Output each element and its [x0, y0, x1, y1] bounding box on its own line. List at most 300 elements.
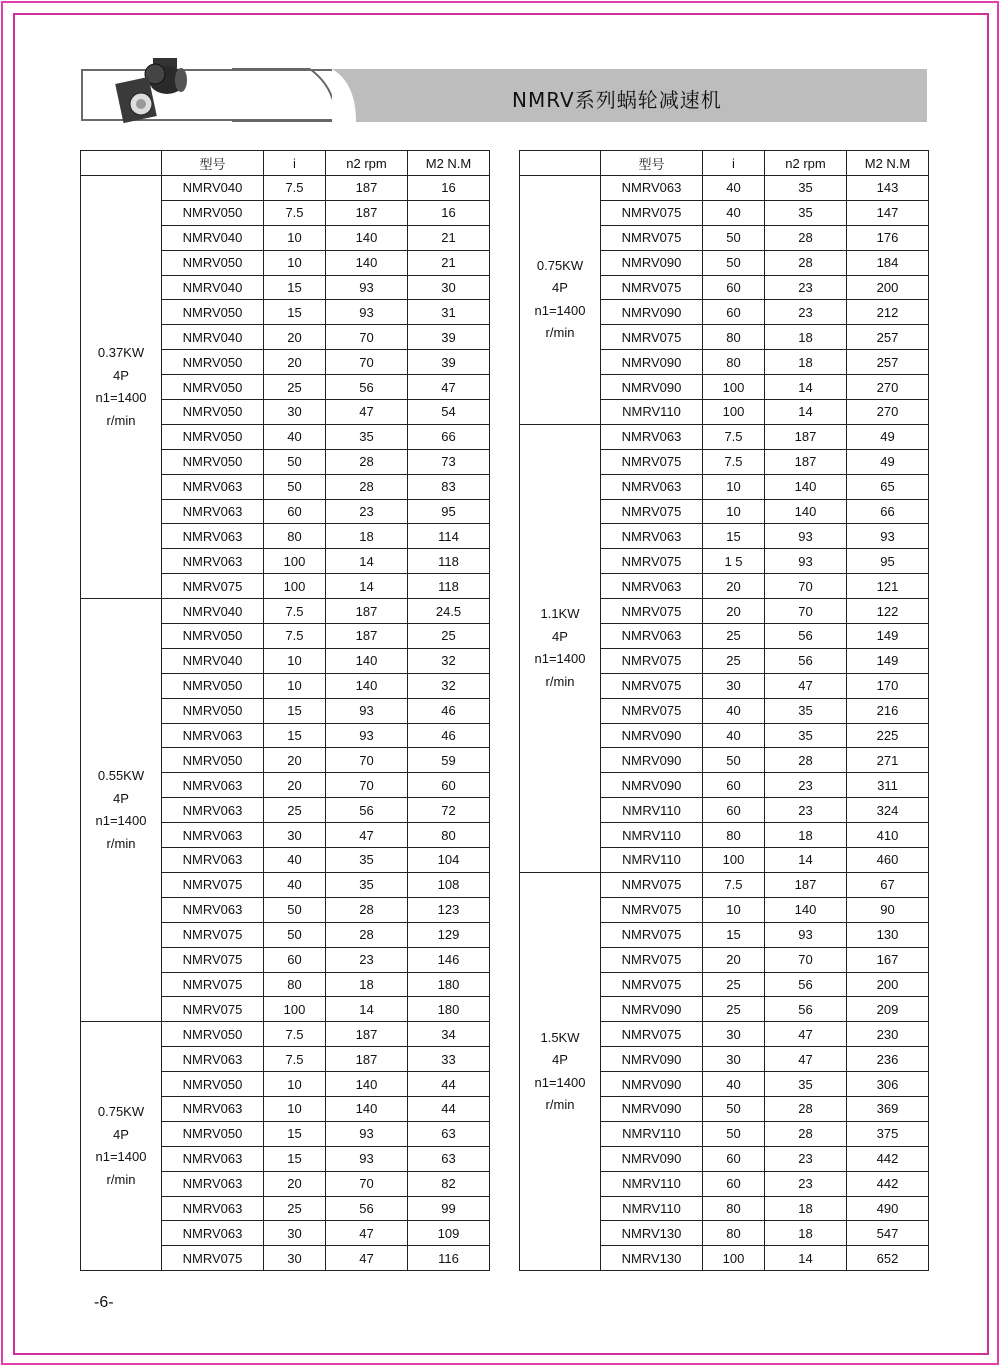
cell-model: NMRV075 — [162, 922, 264, 947]
cell-output-speed: 56 — [326, 1196, 408, 1221]
cell-output-speed: 23 — [765, 798, 847, 823]
cell-torque: 442 — [847, 1171, 929, 1196]
cell-ratio: 25 — [264, 375, 326, 400]
cell-model: NMRV050 — [162, 375, 264, 400]
cell-output-speed: 18 — [765, 1221, 847, 1246]
header-model: 型号 — [162, 151, 264, 176]
group-unit: r/min — [545, 1097, 575, 1113]
group-power: 0.75KW — [536, 257, 584, 273]
motor-group-label — [81, 599, 162, 1022]
cell-model: NMRV090 — [601, 1146, 703, 1171]
cell-output-speed: 56 — [765, 624, 847, 649]
cell-ratio: 80 — [264, 972, 326, 997]
cell-model: NMRV063 — [601, 176, 703, 201]
cell-output-speed: 140 — [765, 474, 847, 499]
group-poles: 4P — [552, 280, 568, 296]
cell-ratio: 15 — [703, 524, 765, 549]
cell-torque: 369 — [847, 1096, 929, 1121]
cell-torque: 39 — [408, 325, 490, 350]
cell-output-speed: 140 — [326, 225, 408, 250]
cell-ratio: 7.5 — [264, 624, 326, 649]
cell-model: NMRV040 — [162, 325, 264, 350]
cell-model: NMRV110 — [601, 1196, 703, 1221]
cell-ratio: 20 — [264, 773, 326, 798]
table-header-row — [520, 151, 929, 176]
cell-output-speed: 93 — [326, 1121, 408, 1146]
cell-model: NMRV050 — [162, 424, 264, 449]
cell-ratio: 7.5 — [703, 449, 765, 474]
group-input-speed: n1=1400 — [95, 1149, 147, 1165]
cell-torque: 143 — [847, 176, 929, 201]
cell-output-speed: 70 — [765, 947, 847, 972]
cell-model: NMRV063 — [601, 474, 703, 499]
group-input-speed: n1=1400 — [534, 1074, 586, 1090]
cell-torque: 66 — [847, 499, 929, 524]
cell-output-speed: 70 — [765, 599, 847, 624]
cell-output-speed: 18 — [326, 972, 408, 997]
cell-model: NMRV063 — [162, 1196, 264, 1221]
cell-model: NMRV090 — [601, 250, 703, 275]
cell-ratio: 60 — [703, 773, 765, 798]
cell-output-speed: 47 — [326, 1246, 408, 1271]
cell-model: NMRV075 — [162, 872, 264, 897]
cell-model: NMRV063 — [162, 524, 264, 549]
motor-group-label — [520, 176, 601, 425]
cell-torque: 118 — [408, 549, 490, 574]
cell-model: NMRV075 — [601, 449, 703, 474]
cell-ratio: 50 — [703, 748, 765, 773]
cell-model: NMRV110 — [601, 823, 703, 848]
cell-torque: 216 — [847, 698, 929, 723]
cell-torque: 90 — [847, 897, 929, 922]
cell-output-speed: 187 — [326, 200, 408, 225]
cell-torque: 180 — [408, 972, 490, 997]
table-header-row — [81, 151, 490, 176]
cell-ratio: 25 — [264, 1196, 326, 1221]
cell-torque: 32 — [408, 648, 490, 673]
cell-torque: 73 — [408, 449, 490, 474]
cell-ratio: 20 — [264, 1171, 326, 1196]
cell-torque: 46 — [408, 698, 490, 723]
cell-torque: 67 — [847, 872, 929, 897]
cell-ratio: 100 — [703, 1246, 765, 1271]
page-title: NMRV系列蜗轮减速机 — [512, 88, 722, 112]
cell-torque: 123 — [408, 897, 490, 922]
cell-torque: 121 — [847, 574, 929, 599]
cell-model: NMRV075 — [162, 574, 264, 599]
cell-ratio: 15 — [264, 1146, 326, 1171]
cell-ratio: 100 — [264, 549, 326, 574]
cell-torque: 109 — [408, 1221, 490, 1246]
cell-model: NMRV050 — [162, 624, 264, 649]
cell-ratio: 60 — [703, 798, 765, 823]
cell-model: NMRV130 — [601, 1221, 703, 1246]
cell-ratio: 50 — [703, 1121, 765, 1146]
cell-model: NMRV075 — [601, 549, 703, 574]
cell-torque: 170 — [847, 673, 929, 698]
group-poles: 4P — [552, 1052, 568, 1068]
cell-output-speed: 187 — [765, 872, 847, 897]
group-input-speed: n1=1400 — [534, 651, 586, 667]
cell-torque: 200 — [847, 972, 929, 997]
cell-model: NMRV063 — [162, 1047, 264, 1072]
cell-model: NMRV075 — [601, 972, 703, 997]
cell-model: NMRV110 — [601, 848, 703, 873]
cell-ratio: 25 — [703, 648, 765, 673]
cell-model: NMRV063 — [162, 823, 264, 848]
cell-output-speed: 28 — [765, 1096, 847, 1121]
cell-model: NMRV090 — [601, 748, 703, 773]
cell-ratio: 30 — [703, 1022, 765, 1047]
cell-model: NMRV090 — [601, 1096, 703, 1121]
cell-output-speed: 187 — [326, 599, 408, 624]
table-row — [81, 176, 490, 201]
cell-torque: 410 — [847, 823, 929, 848]
cell-model: NMRV063 — [601, 574, 703, 599]
table-row — [520, 872, 929, 897]
cell-model: NMRV075 — [601, 200, 703, 225]
cell-model: NMRV050 — [162, 400, 264, 425]
cell-model: NMRV050 — [162, 300, 264, 325]
cell-torque: 116 — [408, 1246, 490, 1271]
cell-torque: 80 — [408, 823, 490, 848]
cell-output-speed: 14 — [326, 997, 408, 1022]
cell-ratio: 60 — [703, 300, 765, 325]
cell-ratio: 7.5 — [264, 1047, 326, 1072]
group-power: 0.55KW — [97, 768, 145, 784]
cell-model: NMRV075 — [601, 872, 703, 897]
cell-torque: 271 — [847, 748, 929, 773]
cell-torque: 652 — [847, 1246, 929, 1271]
cell-torque: 324 — [847, 798, 929, 823]
group-input-speed: n1=1400 — [95, 390, 147, 406]
table-row — [81, 1022, 490, 1047]
cell-ratio: 10 — [264, 250, 326, 275]
cell-torque: 44 — [408, 1072, 490, 1097]
cell-torque: 176 — [847, 225, 929, 250]
cell-torque: 25 — [408, 624, 490, 649]
cell-model: NMRV050 — [162, 698, 264, 723]
group-power: 0.37KW — [97, 345, 145, 361]
cell-ratio: 10 — [264, 1096, 326, 1121]
cell-ratio: 15 — [264, 1121, 326, 1146]
cell-torque: 200 — [847, 275, 929, 300]
cell-torque: 236 — [847, 1047, 929, 1072]
cell-ratio: 30 — [703, 1047, 765, 1072]
cell-ratio: 7.5 — [264, 599, 326, 624]
cell-output-speed: 140 — [765, 897, 847, 922]
cell-model: NMRV090 — [601, 1047, 703, 1072]
cell-torque: 230 — [847, 1022, 929, 1047]
cell-ratio: 60 — [703, 1171, 765, 1196]
cell-ratio: 10 — [264, 225, 326, 250]
cell-torque: 114 — [408, 524, 490, 549]
cell-output-speed: 18 — [765, 1196, 847, 1221]
cell-output-speed: 28 — [326, 897, 408, 922]
cell-ratio: 1 5 — [703, 549, 765, 574]
cell-ratio: 7.5 — [264, 200, 326, 225]
cell-model: NMRV050 — [162, 350, 264, 375]
cell-torque: 63 — [408, 1121, 490, 1146]
cell-output-speed: 140 — [326, 673, 408, 698]
cell-torque: 209 — [847, 997, 929, 1022]
cell-output-speed: 23 — [765, 1171, 847, 1196]
cell-model: NMRV090 — [601, 997, 703, 1022]
cell-output-speed: 140 — [326, 1096, 408, 1121]
cell-ratio: 80 — [703, 1221, 765, 1246]
cell-torque: 146 — [408, 947, 490, 972]
cell-ratio: 15 — [264, 723, 326, 748]
cell-output-speed: 140 — [326, 648, 408, 673]
cell-output-speed: 35 — [326, 872, 408, 897]
cell-ratio: 80 — [703, 350, 765, 375]
cell-model: NMRV090 — [601, 300, 703, 325]
cell-ratio: 20 — [703, 599, 765, 624]
cell-ratio: 10 — [264, 1072, 326, 1097]
cell-model: NMRV050 — [162, 1121, 264, 1146]
cell-ratio: 10 — [264, 673, 326, 698]
cell-model: NMRV075 — [162, 997, 264, 1022]
group-unit: r/min — [545, 325, 575, 341]
cell-model: NMRV110 — [601, 1121, 703, 1146]
cell-model: NMRV050 — [162, 748, 264, 773]
group-input-speed: n1=1400 — [534, 302, 586, 318]
cell-model: NMRV110 — [601, 1171, 703, 1196]
cell-model: NMRV063 — [162, 773, 264, 798]
cell-model: NMRV090 — [601, 723, 703, 748]
table-body — [520, 176, 929, 1271]
cell-output-speed: 28 — [765, 250, 847, 275]
cell-output-speed: 187 — [765, 449, 847, 474]
cell-model: NMRV110 — [601, 400, 703, 425]
cell-torque: 39 — [408, 350, 490, 375]
cell-ratio: 50 — [703, 250, 765, 275]
cell-torque: 49 — [847, 449, 929, 474]
cell-torque: 24.5 — [408, 599, 490, 624]
cell-torque: 547 — [847, 1221, 929, 1246]
cell-output-speed: 93 — [326, 723, 408, 748]
header-ratio: i — [264, 151, 326, 176]
cell-model: NMRV075 — [601, 897, 703, 922]
cell-output-speed: 187 — [765, 424, 847, 449]
table-body — [81, 176, 490, 1271]
cell-output-speed: 70 — [326, 325, 408, 350]
motor-group-label — [520, 872, 601, 1270]
cell-ratio: 15 — [264, 300, 326, 325]
cell-model: NMRV040 — [162, 225, 264, 250]
motor-group-label — [81, 176, 162, 599]
cell-ratio: 40 — [703, 698, 765, 723]
cell-torque: 21 — [408, 250, 490, 275]
cell-ratio: 50 — [703, 225, 765, 250]
cell-output-speed: 140 — [765, 499, 847, 524]
cell-torque: 34 — [408, 1022, 490, 1047]
cell-output-speed: 70 — [326, 748, 408, 773]
cell-torque: 147 — [847, 200, 929, 225]
cell-ratio: 30 — [264, 823, 326, 848]
cell-torque: 59 — [408, 748, 490, 773]
cell-torque: 270 — [847, 400, 929, 425]
cell-ratio: 40 — [703, 723, 765, 748]
header-model: 型号 — [601, 151, 703, 176]
cell-ratio: 25 — [703, 997, 765, 1022]
cell-model: NMRV075 — [601, 1022, 703, 1047]
cell-ratio: 40 — [703, 176, 765, 201]
cell-torque: 149 — [847, 624, 929, 649]
cell-ratio: 50 — [703, 1096, 765, 1121]
cell-torque: 66 — [408, 424, 490, 449]
cell-torque: 30 — [408, 275, 490, 300]
cell-model: NMRV063 — [162, 549, 264, 574]
spec-table-left — [80, 150, 490, 1271]
cell-torque: 65 — [847, 474, 929, 499]
motor-group-label — [520, 424, 601, 872]
cell-ratio: 60 — [264, 499, 326, 524]
cell-ratio: 30 — [703, 673, 765, 698]
cell-ratio: 20 — [264, 748, 326, 773]
cell-ratio: 60 — [703, 1146, 765, 1171]
cell-ratio: 15 — [264, 275, 326, 300]
cell-model: NMRV063 — [162, 499, 264, 524]
cell-model: NMRV090 — [601, 1072, 703, 1097]
cell-output-speed: 56 — [765, 972, 847, 997]
cell-torque: 16 — [408, 176, 490, 201]
cell-torque: 60 — [408, 773, 490, 798]
cell-model: NMRV075 — [601, 599, 703, 624]
cell-torque: 95 — [408, 499, 490, 524]
cell-model: NMRV063 — [601, 424, 703, 449]
cell-torque: 99 — [408, 1196, 490, 1221]
cell-torque: 63 — [408, 1146, 490, 1171]
cell-model: NMRV050 — [162, 200, 264, 225]
group-poles: 4P — [552, 628, 568, 644]
group-unit: r/min — [106, 1171, 136, 1187]
cell-output-speed: 70 — [765, 574, 847, 599]
cell-model: NMRV063 — [162, 474, 264, 499]
cell-ratio: 25 — [703, 972, 765, 997]
cell-model: NMRV075 — [601, 698, 703, 723]
cell-model: NMRV090 — [601, 375, 703, 400]
cell-model: NMRV050 — [162, 250, 264, 275]
cell-ratio: 80 — [703, 823, 765, 848]
cell-output-speed: 47 — [326, 400, 408, 425]
cell-model: NMRV075 — [601, 225, 703, 250]
header-output-speed: n2 rpm — [326, 151, 408, 176]
cell-output-speed: 23 — [765, 275, 847, 300]
header-speed-lines — [232, 68, 342, 122]
cell-output-speed: 140 — [326, 250, 408, 275]
cell-ratio: 80 — [703, 325, 765, 350]
cell-torque: 184 — [847, 250, 929, 275]
header-blank-cell — [81, 151, 162, 176]
cell-model: NMRV075 — [162, 1246, 264, 1271]
cell-output-speed: 23 — [765, 773, 847, 798]
cell-ratio: 60 — [264, 947, 326, 972]
cell-ratio: 7.5 — [703, 424, 765, 449]
cell-model: NMRV040 — [162, 648, 264, 673]
cell-output-speed: 47 — [326, 1221, 408, 1246]
group-input-speed: n1=1400 — [95, 813, 147, 829]
cell-ratio: 10 — [703, 474, 765, 499]
group-unit: r/min — [106, 835, 136, 851]
cell-output-speed: 93 — [326, 1146, 408, 1171]
cell-model: NMRV063 — [162, 1096, 264, 1121]
cell-model: NMRV075 — [601, 648, 703, 673]
cell-output-speed: 23 — [326, 499, 408, 524]
group-unit: r/min — [545, 673, 575, 689]
cell-torque: 93 — [847, 524, 929, 549]
cell-output-speed: 23 — [765, 300, 847, 325]
cell-ratio: 40 — [264, 424, 326, 449]
cell-output-speed: 14 — [765, 400, 847, 425]
cell-output-speed: 35 — [765, 723, 847, 748]
cell-torque: 130 — [847, 922, 929, 947]
cell-ratio: 10 — [264, 648, 326, 673]
cell-output-speed: 93 — [326, 275, 408, 300]
cell-ratio: 7.5 — [264, 1022, 326, 1047]
cell-output-speed: 18 — [765, 325, 847, 350]
cell-output-speed: 93 — [326, 698, 408, 723]
cell-ratio: 20 — [703, 947, 765, 972]
cell-output-speed: 70 — [326, 350, 408, 375]
group-poles: 4P — [113, 790, 129, 806]
cell-ratio: 100 — [703, 400, 765, 425]
cell-ratio: 100 — [703, 848, 765, 873]
cell-model: NMRV040 — [162, 275, 264, 300]
cell-ratio: 30 — [264, 1221, 326, 1246]
cell-ratio: 100 — [703, 375, 765, 400]
cell-output-speed: 56 — [326, 798, 408, 823]
cell-output-speed: 14 — [326, 574, 408, 599]
cell-model: NMRV063 — [162, 723, 264, 748]
cell-model: NMRV063 — [162, 798, 264, 823]
cell-torque: 306 — [847, 1072, 929, 1097]
cell-torque: 257 — [847, 350, 929, 375]
cell-model: NMRV075 — [162, 947, 264, 972]
cell-output-speed: 93 — [765, 922, 847, 947]
cell-torque: 149 — [847, 648, 929, 673]
cell-ratio: 7.5 — [264, 176, 326, 201]
cell-torque: 47 — [408, 375, 490, 400]
cell-ratio: 10 — [703, 499, 765, 524]
cell-output-speed: 47 — [765, 1047, 847, 1072]
cell-model: NMRV075 — [601, 673, 703, 698]
cell-model: NMRV075 — [601, 275, 703, 300]
cell-torque: 32 — [408, 673, 490, 698]
cell-output-speed: 35 — [765, 176, 847, 201]
cell-model: NMRV075 — [601, 499, 703, 524]
page-number: -6- — [94, 1294, 114, 1311]
cell-torque: 95 — [847, 549, 929, 574]
cell-ratio: 80 — [703, 1196, 765, 1221]
group-unit: r/min — [106, 412, 136, 428]
cell-ratio: 40 — [703, 1072, 765, 1097]
cell-model: NMRV063 — [601, 624, 703, 649]
cell-output-speed: 187 — [326, 1047, 408, 1072]
cell-torque: 46 — [408, 723, 490, 748]
cell-torque: 49 — [847, 424, 929, 449]
cell-ratio: 15 — [703, 922, 765, 947]
cell-output-speed: 35 — [326, 848, 408, 873]
cell-ratio: 40 — [703, 200, 765, 225]
cell-model: NMRV063 — [601, 524, 703, 549]
cell-ratio: 20 — [264, 325, 326, 350]
spec-table-right — [519, 150, 929, 1271]
group-power: 1.1KW — [540, 606, 580, 622]
cell-torque: 33 — [408, 1047, 490, 1072]
cell-output-speed: 187 — [326, 176, 408, 201]
group-poles: 4P — [113, 367, 129, 383]
